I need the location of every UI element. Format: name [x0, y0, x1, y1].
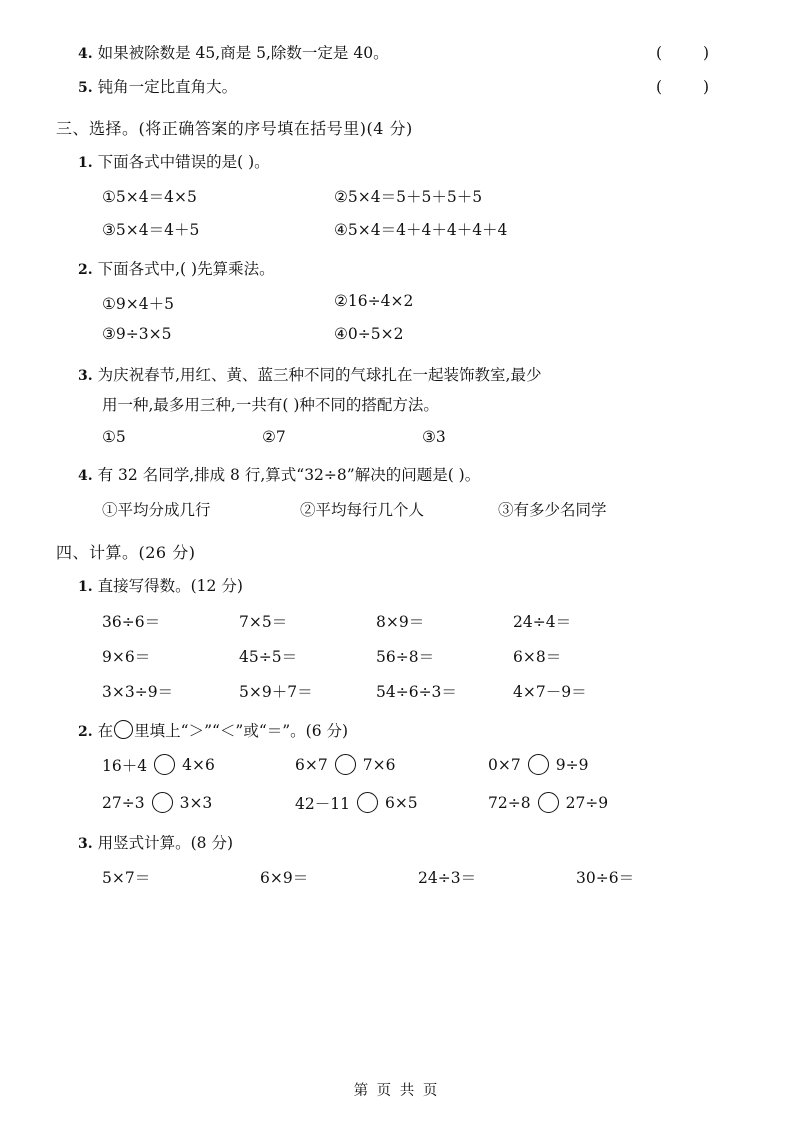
section-heading-choice: 三、选择。(将正确答案的序号填在括号里)(4 分) — [56, 118, 413, 138]
calc-row — [56, 645, 737, 667]
choice-options-row — [56, 325, 737, 343]
compare-right: 4×6 — [182, 755, 215, 774]
option[interactable]: ③有多少名同学 — [498, 501, 607, 520]
compare-right: 3×3 — [179, 793, 213, 812]
calc-expression: 24÷4＝ — [513, 612, 572, 631]
blank-circle-icon[interactable] — [538, 792, 559, 813]
section-heading-calculation: 四、计算。(26 分) — [56, 543, 196, 563]
compare-item — [488, 754, 681, 775]
option[interactable]: ②7 — [262, 428, 286, 447]
calc-expression: 7×5＝ — [239, 612, 288, 631]
compare-item — [295, 754, 488, 775]
blank-circle-icon[interactable] — [528, 754, 549, 775]
item-text: 下面各式中,( )先算乘法。 — [97, 259, 275, 278]
option[interactable]: ②平均每行几个人 — [300, 501, 425, 520]
blank-circle-icon — [114, 720, 133, 739]
option[interactable]: ③5×4＝4＋5 — [102, 220, 200, 239]
calc-expression: 56÷8＝ — [376, 647, 435, 666]
item-text: 下面各式中错误的是( )。 — [97, 152, 270, 171]
choice-options-row — [56, 185, 737, 207]
choice-options-row — [56, 218, 737, 240]
calc-expression: 45÷5＝ — [239, 647, 298, 666]
compare-right: 6×5 — [384, 793, 418, 812]
item-text: 用竖式计算。(8 分) — [97, 833, 234, 852]
blank-circle-icon[interactable] — [154, 754, 175, 775]
calc-expression: 3×3÷9＝ — [102, 682, 174, 701]
choice-question-stem — [56, 151, 737, 174]
page-footer: 第 页 共 页 — [353, 1083, 440, 1099]
item-text: 用一种,最多用三种,一共有( )种不同的搭配方法。 — [102, 395, 439, 414]
calc-row — [56, 610, 737, 632]
compare-subtitle — [56, 720, 737, 743]
item-text: 在 — [97, 721, 114, 740]
calc-row — [56, 680, 737, 702]
item-number: 1. — [78, 154, 93, 171]
choice-options-row — [56, 498, 737, 520]
item-text: 直接写得数。(12 分) — [97, 577, 243, 596]
compare-item — [295, 792, 488, 814]
compare-row — [56, 754, 737, 776]
option[interactable]: ②16÷4×2 — [334, 292, 414, 310]
calc-expression: 54÷6÷3＝ — [376, 682, 457, 701]
answer-bracket: ( ) — [655, 78, 727, 97]
calc-expression: 6×9＝ — [260, 869, 309, 888]
compare-item — [488, 792, 681, 813]
compare-item — [102, 792, 295, 813]
blank-circle-icon[interactable] — [335, 754, 356, 775]
item-number: 4. — [78, 468, 93, 485]
item-text: 里填上“＞”“＜”或“＝”。(6 分) — [134, 721, 349, 740]
compare-right: 9÷9 — [555, 755, 589, 774]
item-number: 2. — [78, 261, 93, 278]
calc-expression: 5×7＝ — [102, 869, 151, 888]
compare-row — [56, 792, 737, 814]
item-text: 为庆祝春节,用红、黄、蓝三种不同的气球扎在一起装饰教室,最少 — [97, 366, 542, 384]
option[interactable]: ①5×4＝4×5 — [102, 187, 197, 206]
compare-left: 0×7 — [488, 755, 521, 774]
calc-expression: 36÷6＝ — [102, 612, 161, 631]
item-number: 3. — [78, 835, 93, 852]
item-text: 如果被除数是 45,商是 5,除数一定是 40。 — [97, 44, 389, 62]
item-number: 1. — [78, 579, 93, 596]
calc-expression: 30÷6＝ — [576, 869, 635, 888]
compare-left: 42－11 — [295, 794, 350, 813]
choice-question-stem — [56, 258, 737, 281]
choice-question-stem-cont — [56, 393, 737, 419]
item-text: 钝角一定比直角大。 — [97, 78, 238, 97]
calc-expression: 8×9＝ — [376, 612, 425, 631]
item-number: 3. — [78, 368, 93, 384]
vertical-calc-row — [56, 866, 737, 888]
option[interactable]: ③9÷3×5 — [102, 325, 172, 343]
calc-expression: 24÷3＝ — [418, 869, 477, 888]
truefalse-item — [56, 76, 737, 99]
item-number: 5. — [78, 80, 93, 97]
compare-left: 16＋4 — [102, 756, 148, 775]
compare-right: 7×6 — [362, 755, 396, 774]
compare-item — [102, 754, 295, 776]
vertical-calc-subtitle — [56, 832, 737, 855]
item-text: 有 32 名同学,排成 8 行,算式“32÷8”解决的问题是( )。 — [97, 466, 481, 485]
calc-expression: 9×6＝ — [102, 647, 151, 666]
truefalse-item — [56, 42, 737, 65]
option[interactable]: ①9×4＋5 — [102, 295, 174, 313]
option[interactable]: ①平均分成几行 — [102, 501, 211, 520]
choice-question-stem — [56, 464, 737, 487]
option[interactable]: ④0÷5×2 — [334, 325, 404, 343]
answer-bracket: ( ) — [655, 44, 727, 62]
item-number: 2. — [78, 723, 93, 740]
compare-left: 6×7 — [295, 755, 328, 774]
blank-circle-icon[interactable] — [357, 792, 378, 813]
calc-expression: 6×8＝ — [513, 647, 562, 666]
blank-circle-icon[interactable] — [152, 792, 173, 813]
calc-subtitle — [56, 575, 737, 598]
compare-left: 27÷3 — [102, 793, 145, 812]
choice-question-stem — [56, 363, 737, 389]
compare-right: 27÷9 — [565, 793, 609, 812]
option[interactable]: ①5 — [102, 428, 126, 447]
calc-expression: 5×9＋7＝ — [239, 682, 313, 701]
option[interactable]: ③3 — [422, 428, 446, 447]
option[interactable]: ②5×4＝5＋5＋5＋5 — [334, 187, 483, 206]
item-number: 4. — [78, 46, 93, 62]
compare-left: 72÷8 — [488, 793, 531, 812]
calc-expression: 4×7－9＝ — [513, 682, 587, 701]
option[interactable]: ④5×4＝4＋4＋4＋4＋4 — [334, 220, 508, 239]
choice-options-row — [56, 292, 737, 314]
choice-options-row — [56, 428, 737, 446]
